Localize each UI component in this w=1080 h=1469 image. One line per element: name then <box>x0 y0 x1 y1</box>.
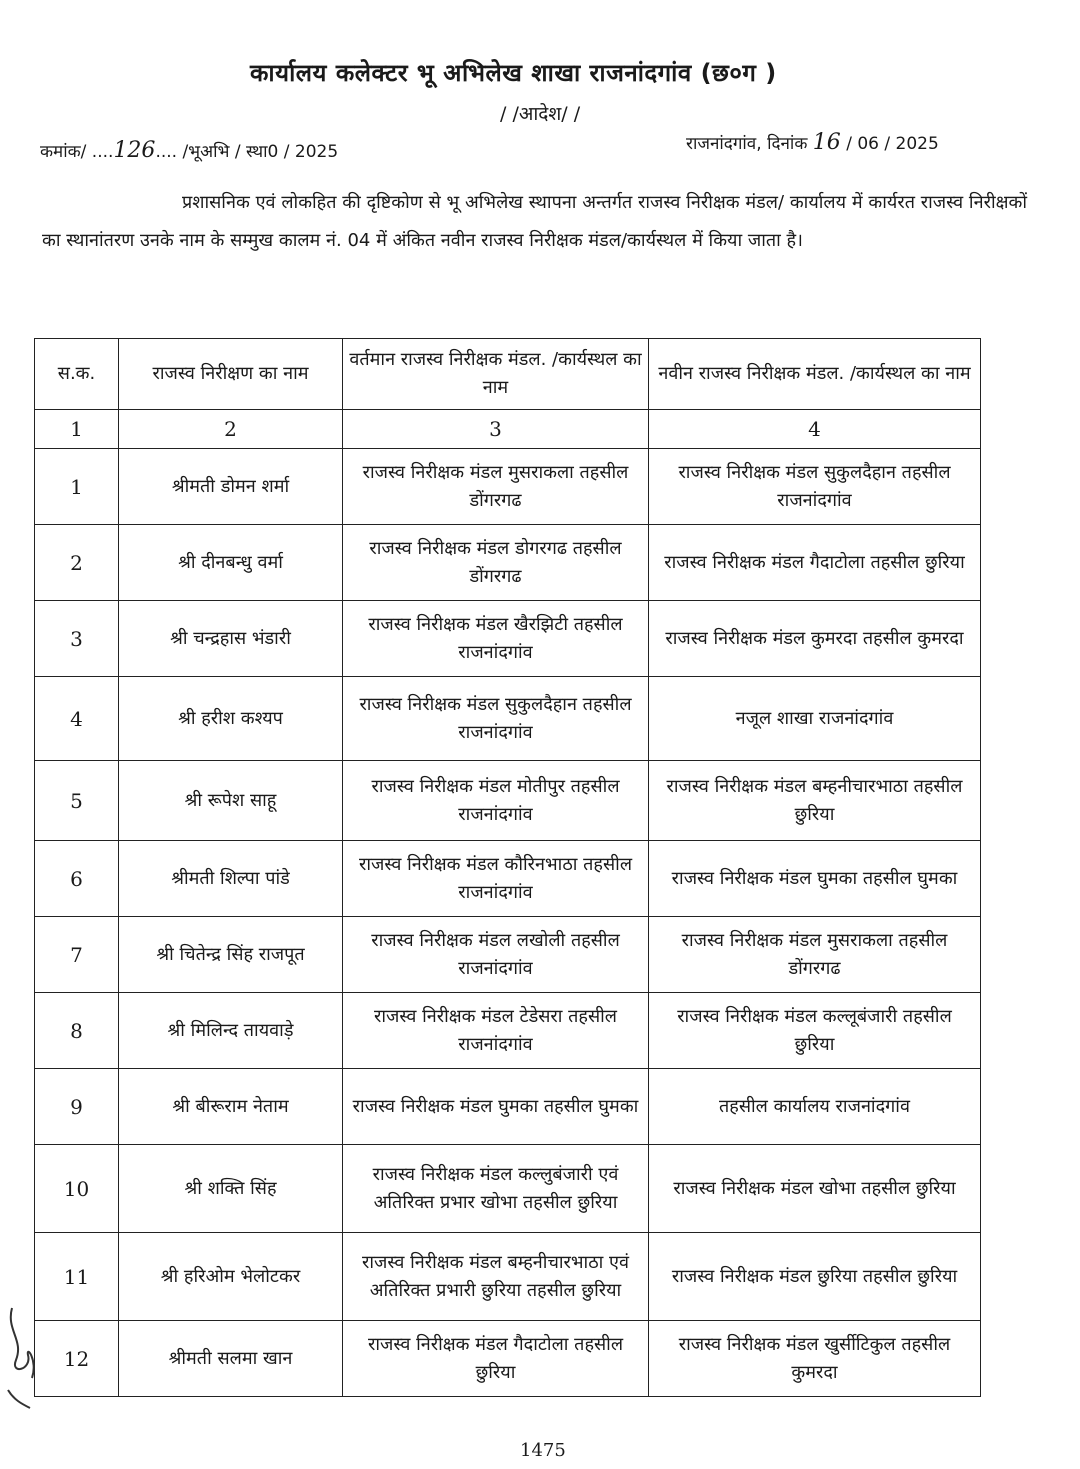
place-date <box>686 130 939 155</box>
current-posting-cell: राजस्व निरीक्षक मंडल घुमका तहसील घुमका <box>343 1069 649 1145</box>
transfer-table <box>34 338 981 1397</box>
current-posting-cell: राजस्व निरीक्षक मंडल गैदाटोला तहसील छुरिया <box>343 1321 649 1397</box>
serial-cell: 5 <box>35 761 119 841</box>
table-row <box>35 1321 981 1397</box>
name-cell: श्री चन्द्रहास भंडारी <box>119 601 343 677</box>
new-posting-cell: राजस्व निरीक्षक मंडल घुमका तहसील घुमका <box>649 841 981 917</box>
serial-cell: 12 <box>35 1321 119 1397</box>
new-posting-cell: नजूल शाखा राजनांदगांव <box>649 677 981 761</box>
order-label: / /आदेश/ / <box>500 103 581 125</box>
serial-cell: 3 <box>35 601 119 677</box>
table-row <box>35 1145 981 1233</box>
name-cell: श्री बीरूराम नेताम <box>119 1069 343 1145</box>
current-posting-cell: राजस्व निरीक्षक मंडल लखोली तहसील राजनांदगांव <box>343 917 649 993</box>
new-posting-cell: राजस्व निरीक्षक मंडल सुकुलदैहान तहसील राजनांदगांव <box>649 449 981 525</box>
current-posting-cell: राजस्व निरीक्षक मंडल कल्लुबंजारी एवं अतिरिक्त प्रभार खोभा तहसील छुरिया <box>343 1145 649 1233</box>
date-day-handwritten: 16 <box>812 130 841 155</box>
table-row <box>35 677 981 761</box>
name-cell: श्री चितेन्द्र सिंह राजपूत <box>119 917 343 993</box>
table-row <box>35 761 981 841</box>
name-cell: श्रीमती डोमन शर्मा <box>119 449 343 525</box>
table-row <box>35 1069 981 1145</box>
office-title: कार्यालय कलेक्टर भू अभिलेख शाखा राजनांदगांव (छ०ग ) <box>250 59 777 87</box>
table-row <box>35 993 981 1069</box>
new-posting-cell: राजस्व निरीक्षक मंडल खुर्सीटिकुल तहसील कुमरदा <box>649 1321 981 1397</box>
header-serial: स.क. <box>35 339 119 410</box>
serial-cell: 8 <box>35 993 119 1069</box>
table-row <box>35 601 981 677</box>
header-name: राजस्व निरीक्षण का नाम <box>119 339 343 410</box>
new-posting-cell: राजस्व निरीक्षक मंडल कल्लूबंजारी तहसील छुरिया <box>649 993 981 1069</box>
name-cell: श्री हरिओम भेलोटकर <box>119 1233 343 1321</box>
serial-cell: 4 <box>35 677 119 761</box>
name-cell: श्री शक्ति सिंह <box>119 1145 343 1233</box>
page-number: 1475 <box>520 1440 566 1461</box>
serial-cell: 11 <box>35 1233 119 1321</box>
serial-cell: 6 <box>35 841 119 917</box>
name-cell: श्री हरीश कश्यप <box>119 677 343 761</box>
current-posting-cell: राजस्व निरीक्षक मंडल मुसराकला तहसील डोंगरगढ <box>343 449 649 525</box>
current-posting-cell: राजस्व निरीक्षक मंडल बम्हनीचारभाठा एवं अतिरिक्त प्रभारी छुरिया तहसील छुरिया <box>343 1233 649 1321</box>
table-row <box>35 841 981 917</box>
new-posting-cell: राजस्व निरीक्षक मंडल खोभा तहसील छुरिया <box>649 1145 981 1233</box>
signature-mark <box>2 1300 42 1410</box>
column-number: 2 <box>119 410 343 449</box>
header-current-posting: वर्तमान राजस्व निरीक्षक मंडल. /कार्यस्थल का नाम <box>343 339 649 410</box>
header-new-posting: नवीन राजस्व निरीक्षक मंडल. /कार्यस्थल का नाम <box>649 339 981 410</box>
table-header-row <box>35 339 981 410</box>
new-posting-cell: राजस्व निरीक्षक मंडल गैदाटोला तहसील छुरिया <box>649 525 981 601</box>
column-number: 3 <box>343 410 649 449</box>
table-row <box>35 917 981 993</box>
table-row <box>35 525 981 601</box>
name-cell: श्रीमती सलमा खान <box>119 1321 343 1397</box>
current-posting-cell: राजस्व निरीक्षक मंडल खैरझिटी तहसील राजनांदगांव <box>343 601 649 677</box>
serial-cell: 2 <box>35 525 119 601</box>
column-number-row <box>35 410 981 449</box>
serial-cell: 7 <box>35 917 119 993</box>
current-posting-cell: राजस्व निरीक्षक मंडल टेडेसरा तहसील राजनांदगांव <box>343 993 649 1069</box>
order-number <box>40 138 338 163</box>
serial-cell: 10 <box>35 1145 119 1233</box>
current-posting-cell: राजस्व निरीक्षक मंडल मोतीपुर तहसील राजनांदगांव <box>343 761 649 841</box>
current-posting-cell: राजस्व निरीक्षक मंडल डोगरगढ तहसील डोंगरगढ <box>343 525 649 601</box>
column-number: 1 <box>35 410 119 449</box>
name-cell: श्रीमती शिल्पा पांडे <box>119 841 343 917</box>
order-body-text: प्रशासनिक एवं लोकहित की दृष्टिकोण से भू अभिलेख स्थापना अन्तर्गत राजस्व निरीक्षक मंडल/ कार्यालय में कार्यरत राजस्व निरीक्षकों का स्थानांतरण उनके नाम के सम्मुख कालम नं. 04 में अंकित नवीन राजस्व निरीक्षक मंडल/कार्यस्थल में किया जाता है। <box>42 192 1027 251</box>
table-row <box>35 449 981 525</box>
serial-cell: 1 <box>35 449 119 525</box>
name-cell: श्री मिलिन्द तायवाड़े <box>119 993 343 1069</box>
column-number: 4 <box>649 410 981 449</box>
current-posting-cell: राजस्व निरीक्षक मंडल सुकुलदैहान तहसील राजनांदगांव <box>343 677 649 761</box>
order-number-prefix: कमांक/ .... <box>40 142 114 162</box>
date-suffix: / 06 / 2025 <box>840 134 939 154</box>
new-posting-cell: राजस्व निरीक्षक मंडल मुसराकला तहसील डोंगरगढ <box>649 917 981 993</box>
current-posting-cell: राजस्व निरीक्षक मंडल कौरिनभाठा तहसील राजनांदगांव <box>343 841 649 917</box>
place-date-prefix: राजनांदगांव, दिनांक <box>686 134 813 154</box>
new-posting-cell: तहसील कार्यालय राजनांदगांव <box>649 1069 981 1145</box>
new-posting-cell: राजस्व निरीक्षक मंडल कुमरदा तहसील कुमरदा <box>649 601 981 677</box>
order-number-handwritten: 126 <box>113 138 156 163</box>
serial-cell: 9 <box>35 1069 119 1145</box>
new-posting-cell: राजस्व निरीक्षक मंडल बम्हनीचारभाठा तहसील छुरिया <box>649 761 981 841</box>
table-row <box>35 1233 981 1321</box>
order-number-suffix: .... /भूअभि / स्था0 / 2025 <box>155 142 339 162</box>
new-posting-cell: राजस्व निरीक्षक मंडल छुरिया तहसील छुरिया <box>649 1233 981 1321</box>
name-cell: श्री दीनबन्धु वर्मा <box>119 525 343 601</box>
name-cell: श्री रूपेश साहू <box>119 761 343 841</box>
